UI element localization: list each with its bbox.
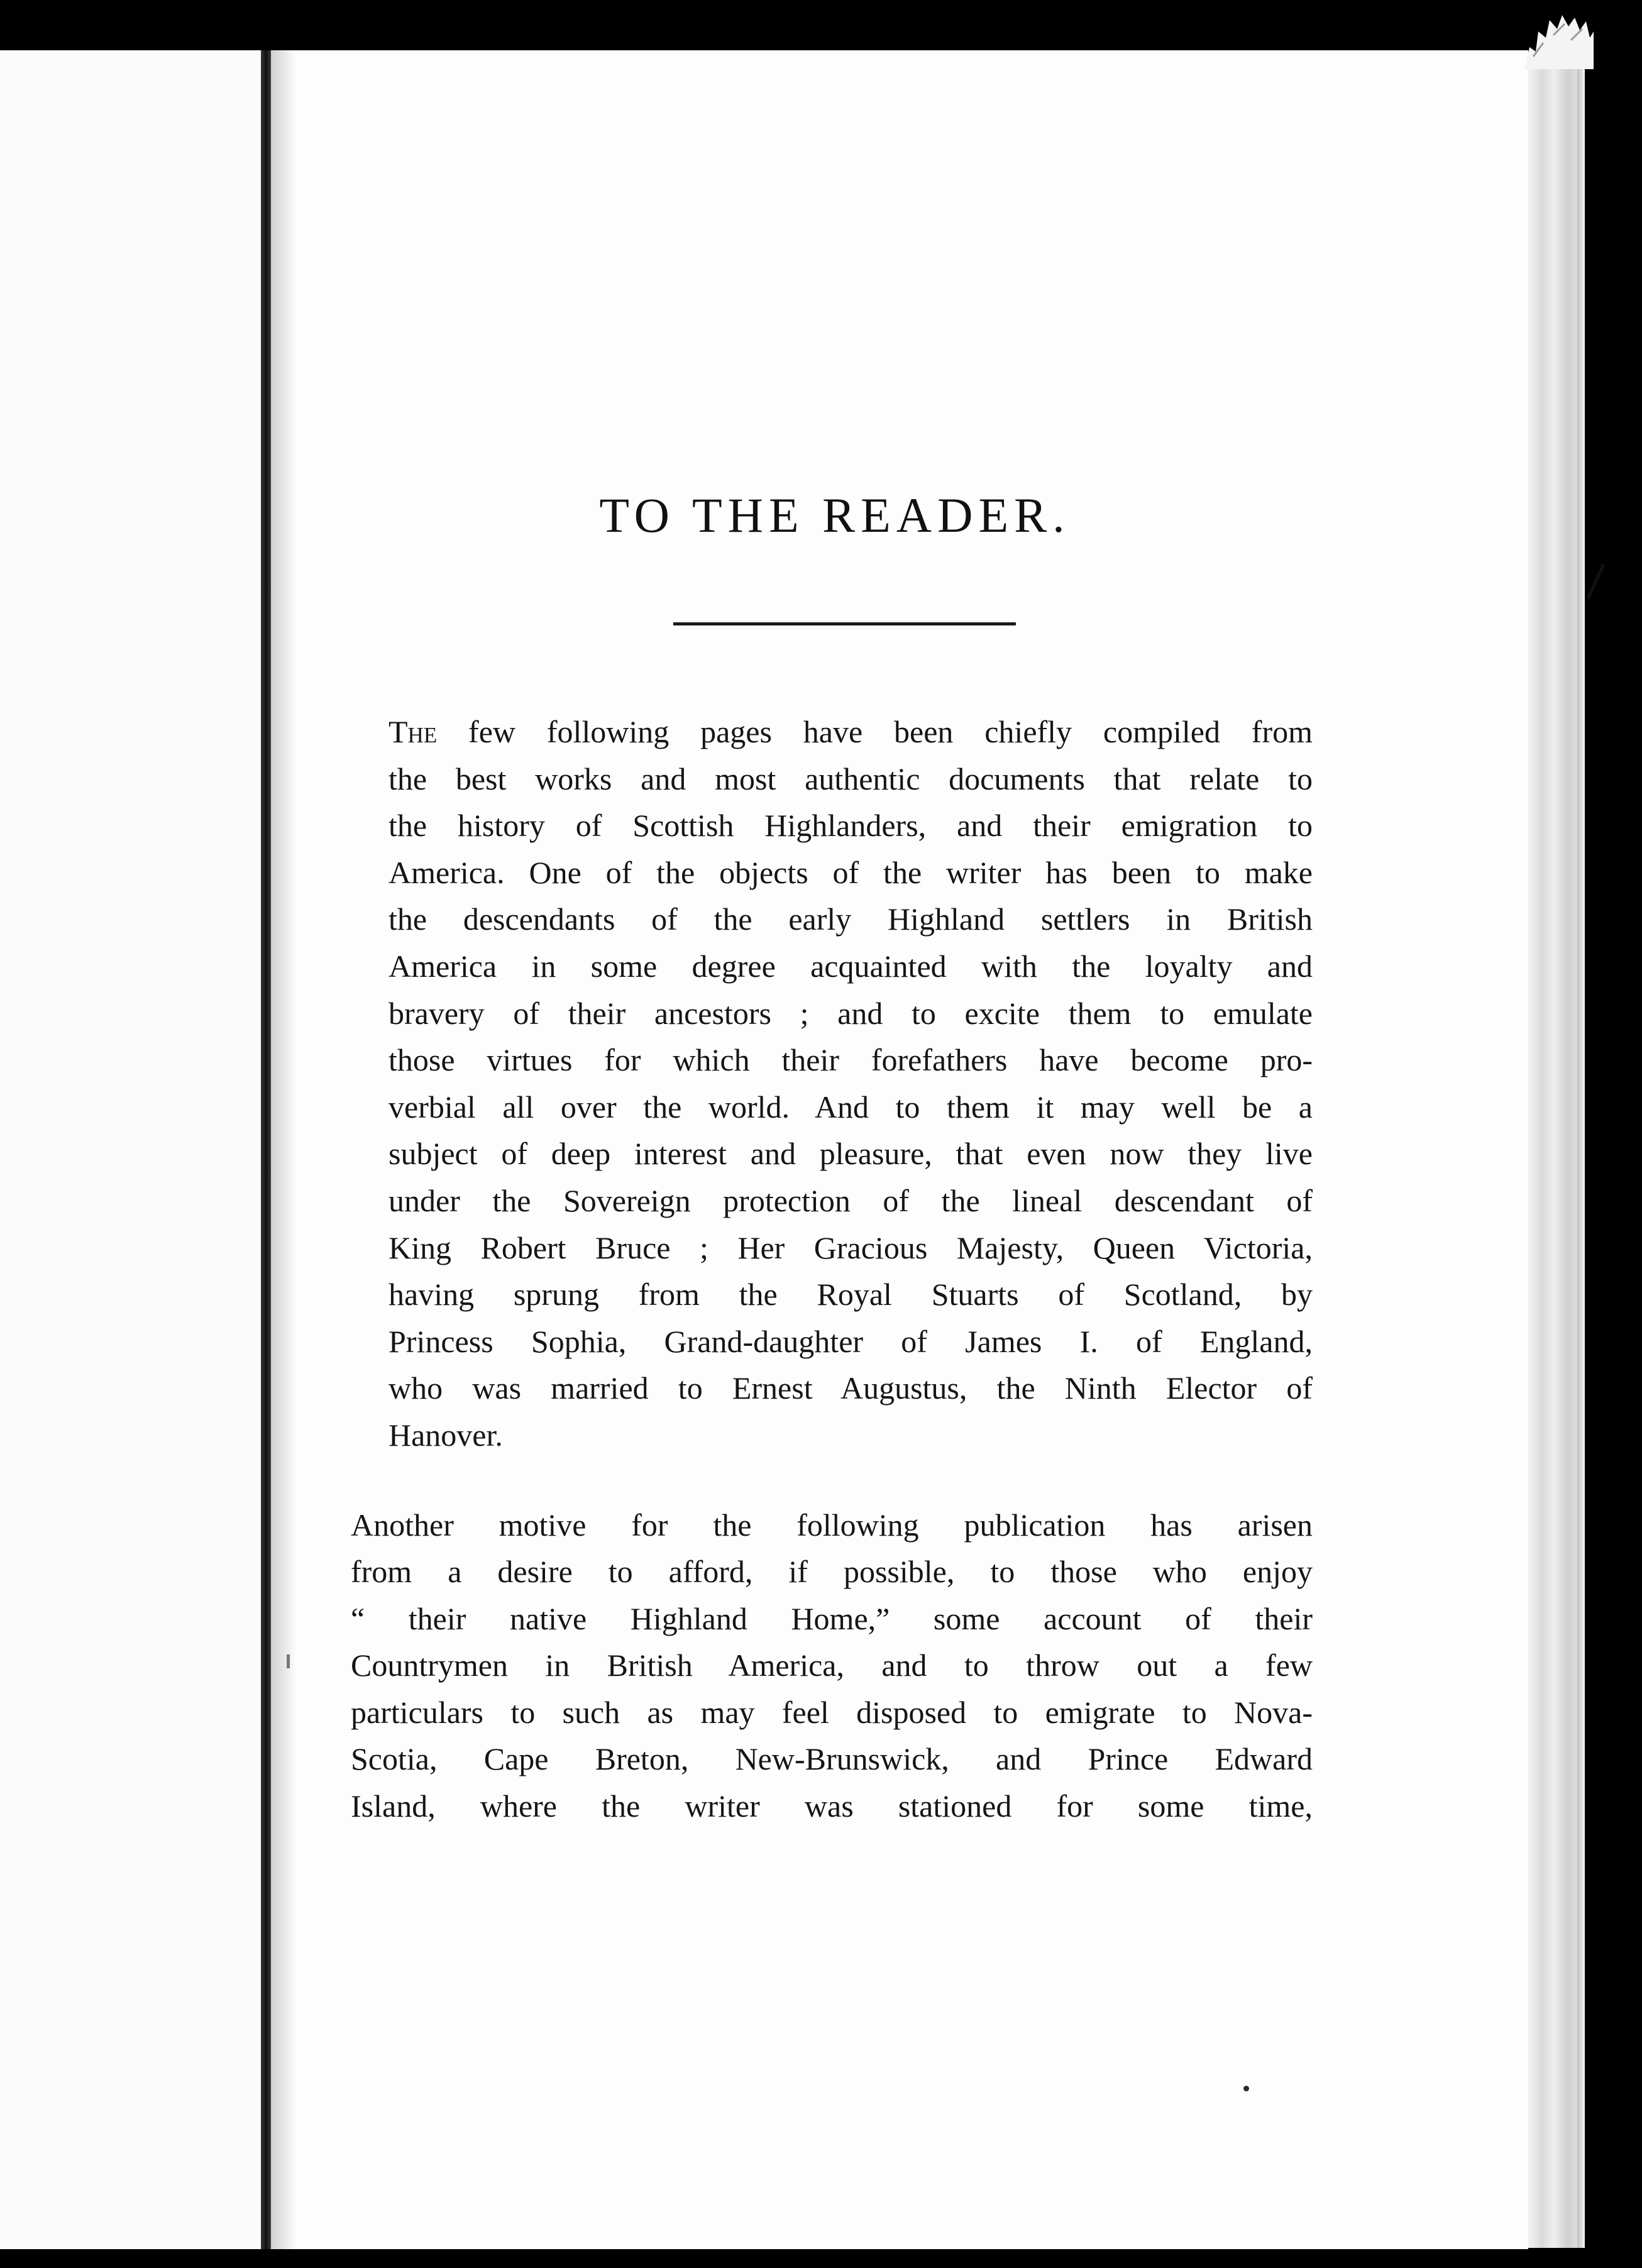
paragraph-line: America in some degree acquainted with the loyalty and <box>388 948 1313 984</box>
paragraph-line: Scotia, Cape Breton, New-Brunswick, and Prince Edward <box>351 1741 1313 1777</box>
paragraph-line: verbial all over the world. And to them it may well be a <box>388 1089 1313 1125</box>
page-title: TO THE READER. <box>599 488 1071 542</box>
paragraph-line: King Robert Bruce ; Her Gracious Majesty, Queen Victoria, <box>388 1230 1313 1265</box>
page-edge-stack <box>1528 69 1585 2248</box>
paragraph-line: Countrymen in British America, and to throw out a few <box>351 1648 1313 1683</box>
paragraph-line: America. One of the objects of the writer has been to make <box>388 854 1313 890</box>
paragraph-line: who was married to Ernest Augustus, the Ninth Elector of <box>388 1370 1313 1406</box>
paragraph-line: Another motive for the following publication has arisen <box>351 1507 1313 1543</box>
title-rule <box>673 622 1016 625</box>
paragraph-line: “ their native Highland Home,” some account of their <box>351 1600 1313 1636</box>
paragraph-line: from a desire to afford, if possible, to those who enjoy <box>351 1554 1313 1590</box>
paragraph-line: bravery of their ancestors ; and to excite them to emulate <box>388 995 1313 1031</box>
stray-ink-mark <box>287 1654 290 1668</box>
paragraph-one <box>351 708 1313 1459</box>
drop-word: The <box>388 714 438 749</box>
margin-tick-mark <box>1587 564 1605 600</box>
paragraph-line: under the Sovereign protection of the lineal descendant of <box>388 1182 1313 1218</box>
paragraph-line: the descendants of the early Highland settlers in British <box>388 901 1313 937</box>
reader-address-content <box>351 484 1313 1830</box>
signature-mark <box>1243 2086 1249 2091</box>
paragraph-line: Island, where the writer was stationed for some time, <box>351 1788 1313 1824</box>
left-blank-leaf <box>0 50 261 2249</box>
paragraph-line: subject of deep interest and pleasure, that even now they live <box>388 1136 1313 1172</box>
line-text: few following pages have been chiefly compiled from <box>437 714 1313 749</box>
paragraph-line: those virtues for which their forefathers have become pro- <box>388 1042 1313 1078</box>
book-gutter <box>261 50 271 2249</box>
paragraph-line: Princess Sophia, Grand-daughter of James I. of England, <box>388 1323 1313 1359</box>
torn-corner-decoration <box>1524 13 1594 69</box>
paragraph-line: having sprung from the Royal Stuarts of Scotland, by <box>388 1277 1313 1313</box>
paragraph-line: Hanover. <box>388 1417 503 1453</box>
paragraph-line: the history of Scottish Highlanders, and their emigration to <box>388 808 1313 844</box>
paragraph-line: particulars to such as may feel disposed to emigrate to Nova- <box>351 1694 1313 1730</box>
paragraph-line <box>351 708 1313 756</box>
paragraph-line: the best works and most authentic documents that relate to <box>388 761 1313 796</box>
gutter-shadow <box>271 50 296 2249</box>
paragraph-two <box>351 1502 1313 1830</box>
